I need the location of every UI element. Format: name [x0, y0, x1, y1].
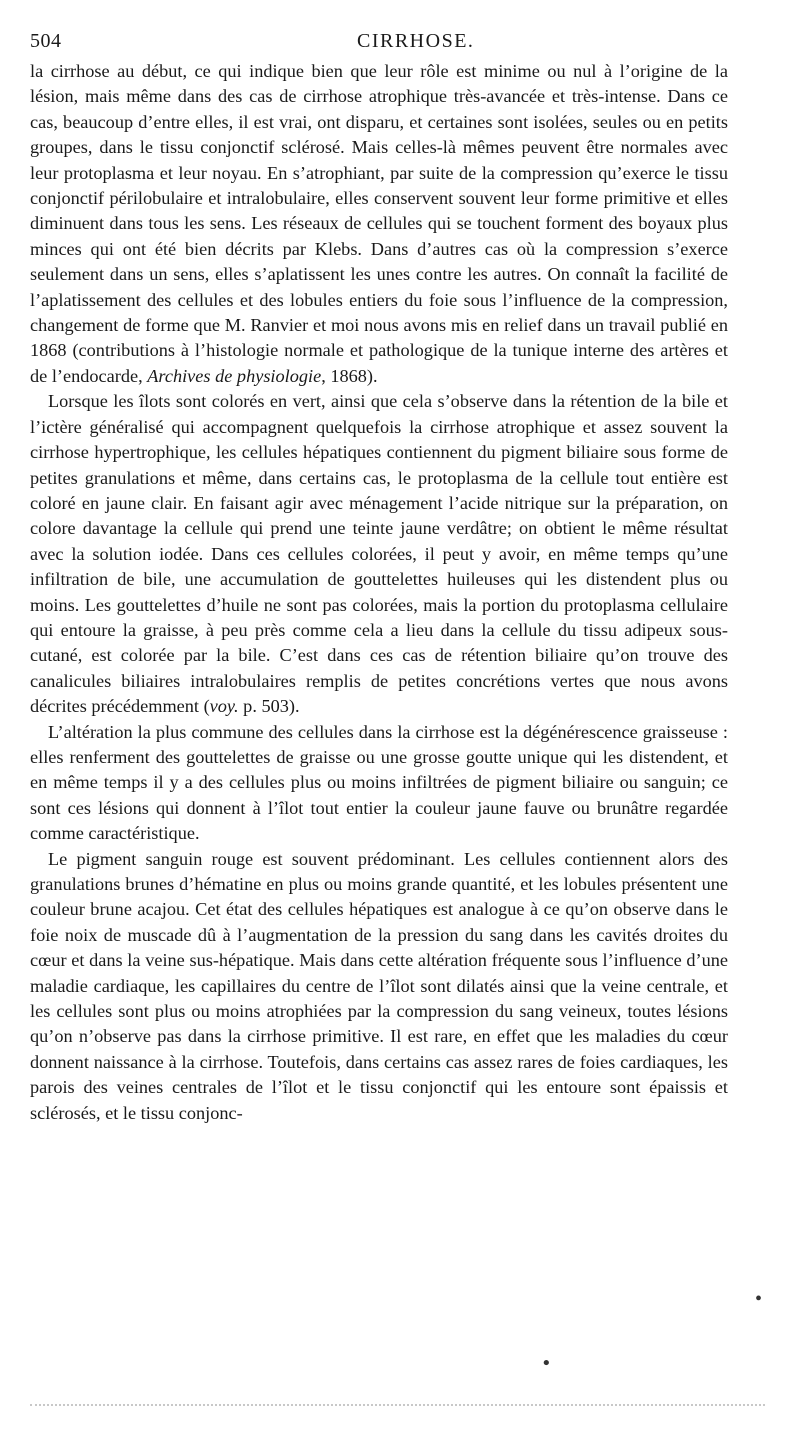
paragraph-3: L’altération la plus commune des cellules dans la cirrhose est la dégénérescence graisseuse : elles renferment des gouttelettes de graisse ou une grosse goutte unique qui les distendent, et en même temps il y a des cellules plus ou moins infiltrées de pigment biliaire ou sanguin; ce sont ces lésions qui donnent à l’îlot tout entier la couleur jaune fauve ou brunâtre regardée comme caractéristique.: [30, 721, 728, 844]
page-header: [30, 30, 730, 56]
page-number: 504: [30, 30, 62, 52]
paragraph-1: [30, 59, 728, 389]
paragraph-1-text: la cirrhose au début, ce qui indique bien que leur rôle est minime ou nul à l’origine de la lésion, mais même dans des cas de cirrhose atrophique très-avancée et très-intense. Dans ce cas, beaucoup d’entre elles, il est vrai, ont disparu, et certaines sont isolées, seules ou en petits groupes, dans le tissu conjonctif sclérosé. Mais celles-là mêmes peuvent être normales avec leur protoplasma et leur noyau. En s’atrophiant, par suite de la compression qu’exerce le tissu conjonctif périlobulaire et intralobulaire, elles conservent souvent leur forme primitive et elles diminuent dans tous les sens. Les réseaux de cellules qui se touchent forment des boyaux plus minces qui ont été bien décrits par Klebs. Dans d’autres cas où la compression s’exerce seulement dans un sens, elles s’aplatissent les unes contre les autres. On connaît la facilité de l’aplatissement des cellules et des lobules entiers du foie sous l’influence de la compression, changement de forme que M. Ranvier et moi nous avons mis en relief dans un travail publié en 1868 (contributions à l’histologie normale et pathologique de la tunique interne des artères et de l’endocarde,: [30, 61, 728, 386]
paragraph-2: [30, 389, 728, 719]
bleed-through-line: [30, 1404, 765, 1410]
paragraph-1-journal-title: Archives de physiologie: [147, 365, 322, 386]
paragraph-2-reference-abbrev: voy.: [209, 696, 239, 717]
stray-dot-mark: •: [541, 1353, 552, 1374]
paragraph-2-end: p. 503).: [238, 696, 300, 717]
margin-mark: •: [755, 1288, 763, 1310]
paragraph-1-end: , 1868).: [321, 365, 378, 386]
running-title: CIRRHOSE.: [357, 30, 475, 52]
paragraph-4: Le pigment sanguin rouge est souvent prédominant. Les cellules contiennent alors des granulations brunes d’hématine en plus ou moins grande quantité, et les lobules présentent une couleur brune acajou. Cet état des cellules hépatiques est analogue à ce qu’on observe dans le foie noix de muscade dû à l’augmentation de la pression du sang dans les cavités droites du cœur et dans la veine sus-hépatique. Mais dans cette altération fréquente sous l’influence d’une maladie cardiaque, les capillaires du centre de l’îlot sont dilatés ainsi que la veine centrale, et les cellules sont plus ou moins atrophiées par la compression du sang veineux, toutes lésions qu’on n’observe pas dans la cirrhose primitive. Il est rare, en effet que les maladies du cœur donnent naissance à la cirrhose. Toutefois, dans certains cas assez rares de foies cardiaques, les parois des veines centrales de l’îlot et le tissu conjonctif qui les entoure sont épaissis et sclérosés, et le tissu conjonc-: [30, 848, 728, 1123]
body-text: [30, 59, 728, 1126]
paragraph-2-text: Lorsque les îlots sont colorés en vert, ainsi que cela s’observe dans la rétention de la bile et l’ictère généralisé qui accompagnent quelquefois la cirrhose atrophique et assez souvent la cirrhose hypertrophique, les cellules hépatiques contiennent du pigment biliaire sous forme de petites granulations et même, dans certains cas, le protoplasma de la cellule tout entière est coloré en jaune clair. En faisant agir avec ménagement l’acide nitrique sur la préparation, on colore davantage la cellule qui prend une teinte jaune verdâtre; on obtient le même résultat avec la solution iodée. Dans ces cellules colorées, il peut y avoir, en même temps qu’une infiltration de bile, une accumulation de gouttelettes huileuses qui les distendent plus ou moins. Les gouttelettes d’huile ne sont pas colorées, mais la portion du protoplasma cellulaire qui entoure la graisse, à peu près comme cela a lieu dans la cellule du tissu adipeux sous-cutané, est colorée par la bile. C’est dans ces cas de rétention biliaire qu’on trouve des canalicules biliaires intralobulaires remplis de petites concrétions vertes que nous avons décrites précédemment (: [30, 391, 728, 717]
